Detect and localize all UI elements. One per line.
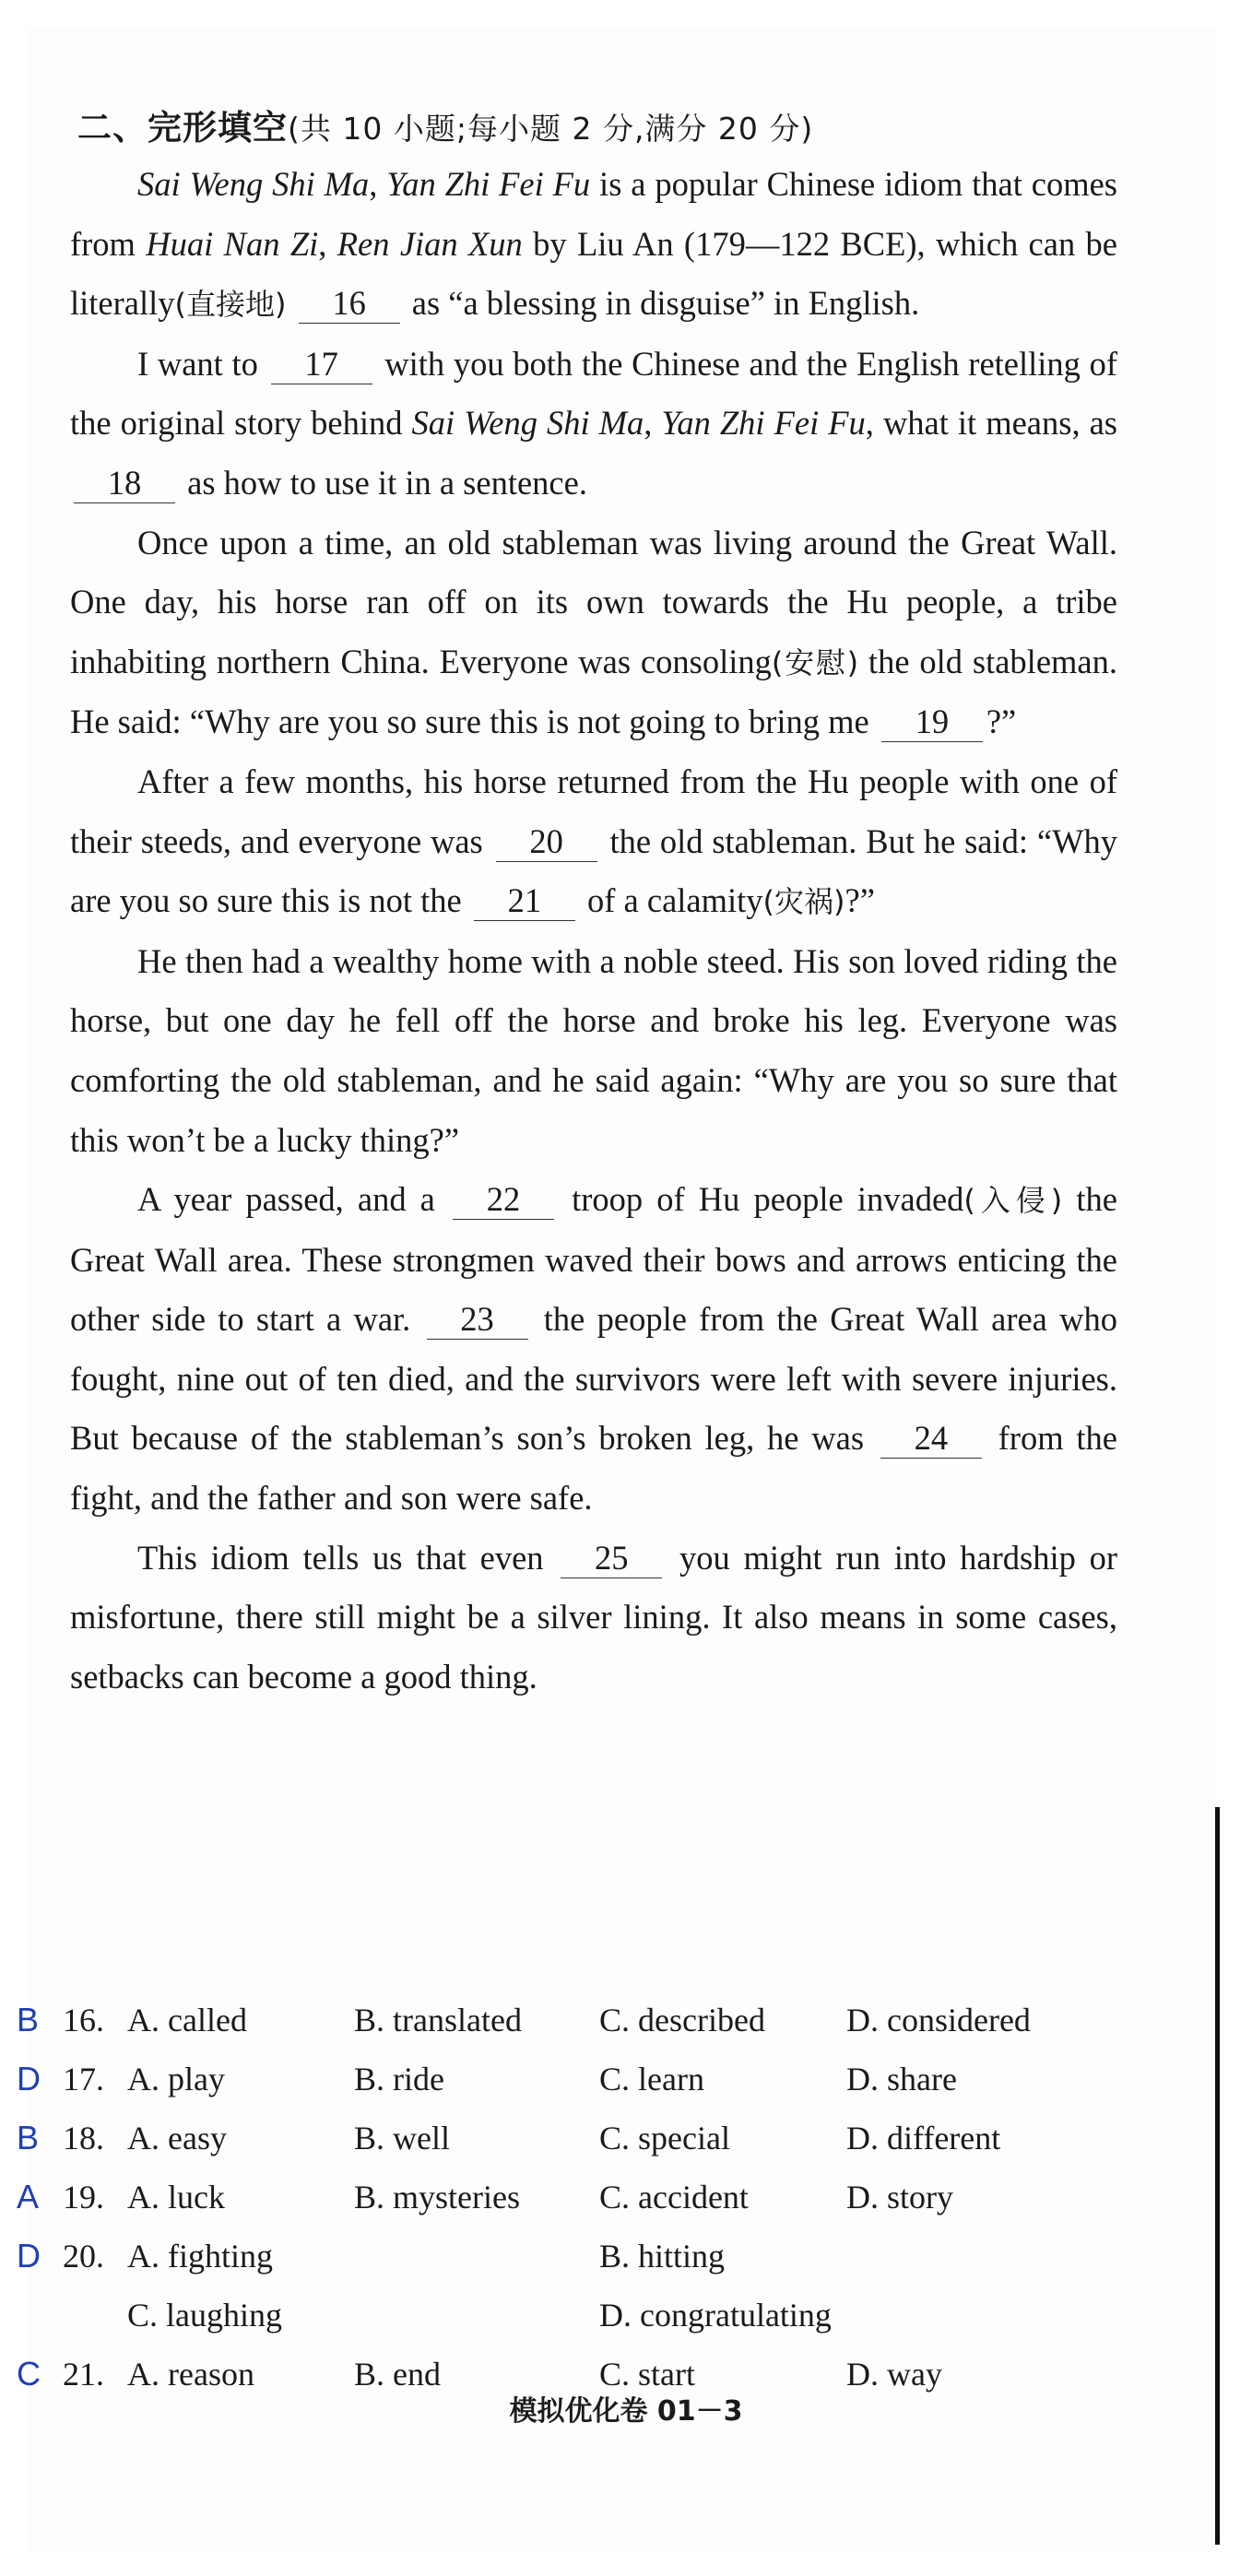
handwritten-answer: D [17, 2060, 41, 2097]
question-number: 19. [63, 2179, 104, 2216]
question-row [0, 2001, 1252, 2056]
idiom-pinyin: Yan Zhi Fei Fu [386, 165, 591, 203]
text: , [369, 165, 387, 203]
section-title [77, 100, 813, 149]
blank-22[interactable]: 22 [453, 1180, 554, 1220]
chapter-title: Ren Jian Xun [337, 224, 523, 263]
option-d[interactable]: D. different [846, 2120, 1001, 2157]
option-a[interactable]: A. easy [127, 2120, 227, 2157]
section-note: (共 10 小题;每小题 2 分,满分 20 分) [288, 111, 814, 147]
idiom-pinyin: Yan Zhi Fei Fu [661, 404, 866, 443]
option-b[interactable]: B. mysteries [354, 2179, 520, 2216]
option-c[interactable]: C. start [599, 2356, 695, 2393]
option-d[interactable]: D. way [846, 2356, 942, 2393]
text: troop of Hu people invaded [558, 1180, 964, 1219]
text: the Great Wall area. These strongmen waved their bows and arrows enticing the other side to start a war. [70, 1180, 1117, 1339]
text: He then had a wealthy home with a noble steed. His son loved riding the horse, but one day he fell off the horse and broke his leg. Everyone was comforting the old stableman, and he said again: “Why are you so sure that this won’t be a lucky thing?” [70, 941, 1117, 1159]
text: the old stableman. He said: “Why are you so sure this is not going to bring me [70, 642, 1117, 741]
text: the old stableman. But he said: “Why are you so sure this is not the [70, 821, 1118, 920]
option-c[interactable]: C. accident [599, 2179, 749, 2216]
text: is a popular Chinese idiom that comes from [70, 165, 1117, 263]
option-d[interactable]: D. story [846, 2179, 953, 2216]
chinese-gloss: (安慰) [771, 644, 859, 680]
text: This idiom tells us that even [137, 1538, 544, 1577]
option-c[interactable]: C. laughing [127, 2297, 282, 2334]
blank-19[interactable]: 19 [881, 703, 983, 742]
handwritten-answer: A [17, 2178, 40, 2216]
option-b[interactable]: B. well [354, 2120, 450, 2157]
option-a[interactable]: A. reason [127, 2356, 254, 2393]
text: After a few months, his horse returned from the Hu people with one of their steeds, and everyone was [70, 762, 1117, 860]
paragraph-7 [70, 1529, 1117, 1707]
book-title: Huai Nan Zi [146, 224, 319, 263]
text: I want to [137, 344, 258, 383]
paragraph-1 [70, 155, 1117, 335]
question-number: 20. [63, 2238, 104, 2275]
page-footer: 模拟优化卷 01－3 [509, 2395, 743, 2428]
text: , what it means, as [865, 404, 1117, 443]
option-a[interactable]: A. fighting [127, 2238, 273, 2275]
option-d[interactable]: D. share [846, 2061, 957, 2097]
blank-21[interactable]: 21 [474, 881, 575, 921]
question-number: 18. [63, 2120, 104, 2157]
question-row [0, 2119, 1252, 2174]
text: with you both the Chinese and the English retelling of the original story behind [70, 344, 1117, 443]
page-edge-shadow [1215, 1807, 1220, 2545]
chinese-gloss: (直接地) [174, 287, 287, 323]
handwritten-answer: C [17, 2355, 41, 2393]
blank-23[interactable]: 23 [427, 1300, 528, 1340]
option-b[interactable]: B. hitting [599, 2238, 726, 2275]
paragraph-5 [70, 932, 1117, 1170]
text: by Liu An (179—122 BCE), which can be literally [70, 224, 1117, 323]
chinese-gloss: (入侵) [963, 1183, 1063, 1219]
question-row [0, 2178, 1252, 2233]
option-b[interactable]: B. translated [354, 2002, 522, 2038]
blank-24[interactable]: 24 [880, 1419, 982, 1459]
question-row [0, 2060, 1252, 2115]
chinese-gloss: (灾祸) [762, 884, 845, 920]
handwritten-answer: B [17, 2001, 40, 2038]
option-c[interactable]: C. special [599, 2120, 730, 2157]
handwritten-answer: B [17, 2119, 40, 2157]
option-d[interactable]: D. considered [846, 2002, 1031, 2038]
question-row-continued [0, 2296, 1252, 2351]
text: ?” [986, 703, 1017, 741]
text: , [644, 404, 662, 443]
text: as how to use it in a sentence. [179, 463, 587, 502]
idiom-pinyin: Sai Weng Shi Ma [411, 404, 644, 443]
blank-16[interactable]: 16 [299, 284, 400, 324]
cloze-passage [70, 155, 1117, 1707]
option-d[interactable]: D. congratulating [599, 2297, 832, 2334]
question-number: 16. [63, 2002, 104, 2038]
section-title-text: 二、完形填空 [77, 108, 288, 148]
text: of a calamity [578, 881, 763, 920]
blank-20[interactable]: 20 [496, 822, 597, 862]
text: A year passed, and a [137, 1180, 435, 1219]
question-number: 17. [63, 2061, 104, 2097]
blank-17[interactable]: 17 [271, 345, 372, 384]
option-b[interactable]: B. ride [354, 2061, 444, 2097]
paragraph-6 [70, 1170, 1117, 1529]
option-a[interactable]: A. called [127, 2002, 247, 2038]
text: , [318, 224, 337, 263]
text: Once upon a time, an old stableman was living around the Great Wall. One day, his horse ran off on its own towards the Hu people, a tribe inhabiting northern China. Everyone was consoling [70, 523, 1117, 680]
idiom-pinyin: Sai Weng Shi Ma [137, 165, 370, 203]
blank-25[interactable]: 25 [561, 1539, 662, 1578]
text: the people from the Great Wall area who fought, nine out of ten died, and the survivors were left with severe injuries. But because of the stableman’s son’s broken leg, he was [70, 1300, 1117, 1458]
text: you might run into hardship or misfortune, there still might be a silver lining. It also means in some cases, setbacks can become a good thing. [70, 1538, 1118, 1696]
text: from the fight, and the father and son were safe. [70, 1419, 1117, 1518]
text: as “a blessing in disguise” in English. [403, 284, 920, 323]
question-row [0, 2237, 1252, 2292]
paragraph-2 [70, 335, 1117, 514]
paragraph-4 [70, 752, 1117, 932]
option-a[interactable]: A. play [127, 2061, 225, 2097]
option-c[interactable]: C. described [599, 2002, 765, 2038]
text: ?” [845, 881, 875, 920]
blank-18[interactable]: 18 [74, 464, 175, 503]
paragraph-3 [70, 514, 1117, 752]
question-number: 21. [63, 2356, 104, 2393]
option-b[interactable]: B. end [354, 2356, 441, 2393]
option-a[interactable]: A. luck [127, 2179, 225, 2216]
handwritten-answer: D [17, 2237, 41, 2275]
option-c[interactable]: C. learn [599, 2061, 704, 2097]
